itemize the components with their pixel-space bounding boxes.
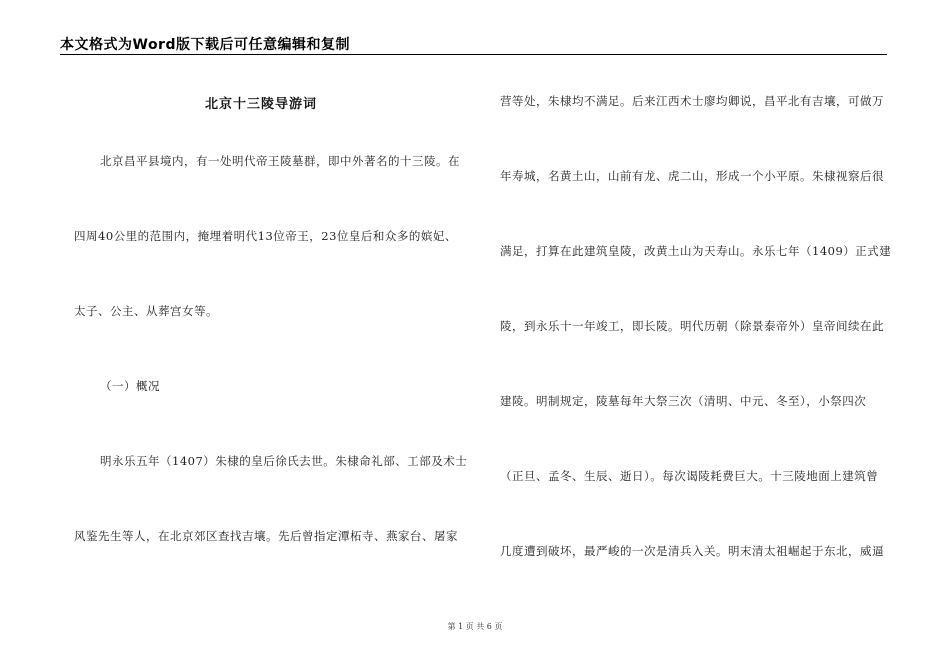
paragraph-line: 北京昌平县境内，有一处明代帝王陵墓群，即中外著名的十三陵。在 [100, 154, 460, 168]
download-banner: 本文格式为Word版下载后可任意编辑和复制 [60, 37, 350, 53]
paragraph-line: 年寿城，名黄土山，山前有龙、虎二山，形成一个小平原。朱棣视察后很 [500, 169, 884, 183]
document-title: 北京十三陵导游词 [205, 97, 318, 112]
paragraph-line: 明永乐五年（1407）朱棣的皇后徐氏去世。朱棣命礼部、工部及术士 [100, 454, 468, 468]
paragraph-line: 陵，到永乐十一年竣工，即长陵。明代历朝（除景泰帝外）皇帝间续在此 [500, 319, 884, 333]
paragraph-line: 太子、公主、从葬宫女等。 [74, 304, 218, 318]
paragraph-line: 满足，打算在此建筑皇陵，改黄土山为天寿山。永乐七年（1409）正式建 [500, 244, 892, 258]
paragraph-line: （正旦、孟冬、生辰、逝日）。每次谒陵耗费巨大。十三陵地面上建筑曾 [500, 469, 879, 483]
paragraph-line: 几度遭到破坏，最严峻的一次是清兵入关。明末清太祖崛起于东北，威逼 [500, 544, 884, 558]
paragraph-line: 四周40公里的范围内，掩埋着明代13位帝王，23位皇后和众多的嫔妃、 [74, 229, 457, 243]
header-rule [60, 54, 887, 55]
page-number: 第 1 页 共 6 页 [447, 622, 503, 631]
paragraph-line: 建陵。明制规定，陵墓每年大祭三次（清明、中元、冬至），小祭四次 [500, 394, 867, 408]
paragraph-line: 营等处，朱棣均不满足。后来江西术士廖均卿说，昌平北有吉壤，可做万 [500, 94, 884, 108]
paragraph-line: 风鉴先生等人，在北京郊区查找吉壤。先后曾指定潭柘寺、燕家台、屠家 [74, 529, 458, 543]
section-heading: （一）概况 [100, 379, 160, 393]
